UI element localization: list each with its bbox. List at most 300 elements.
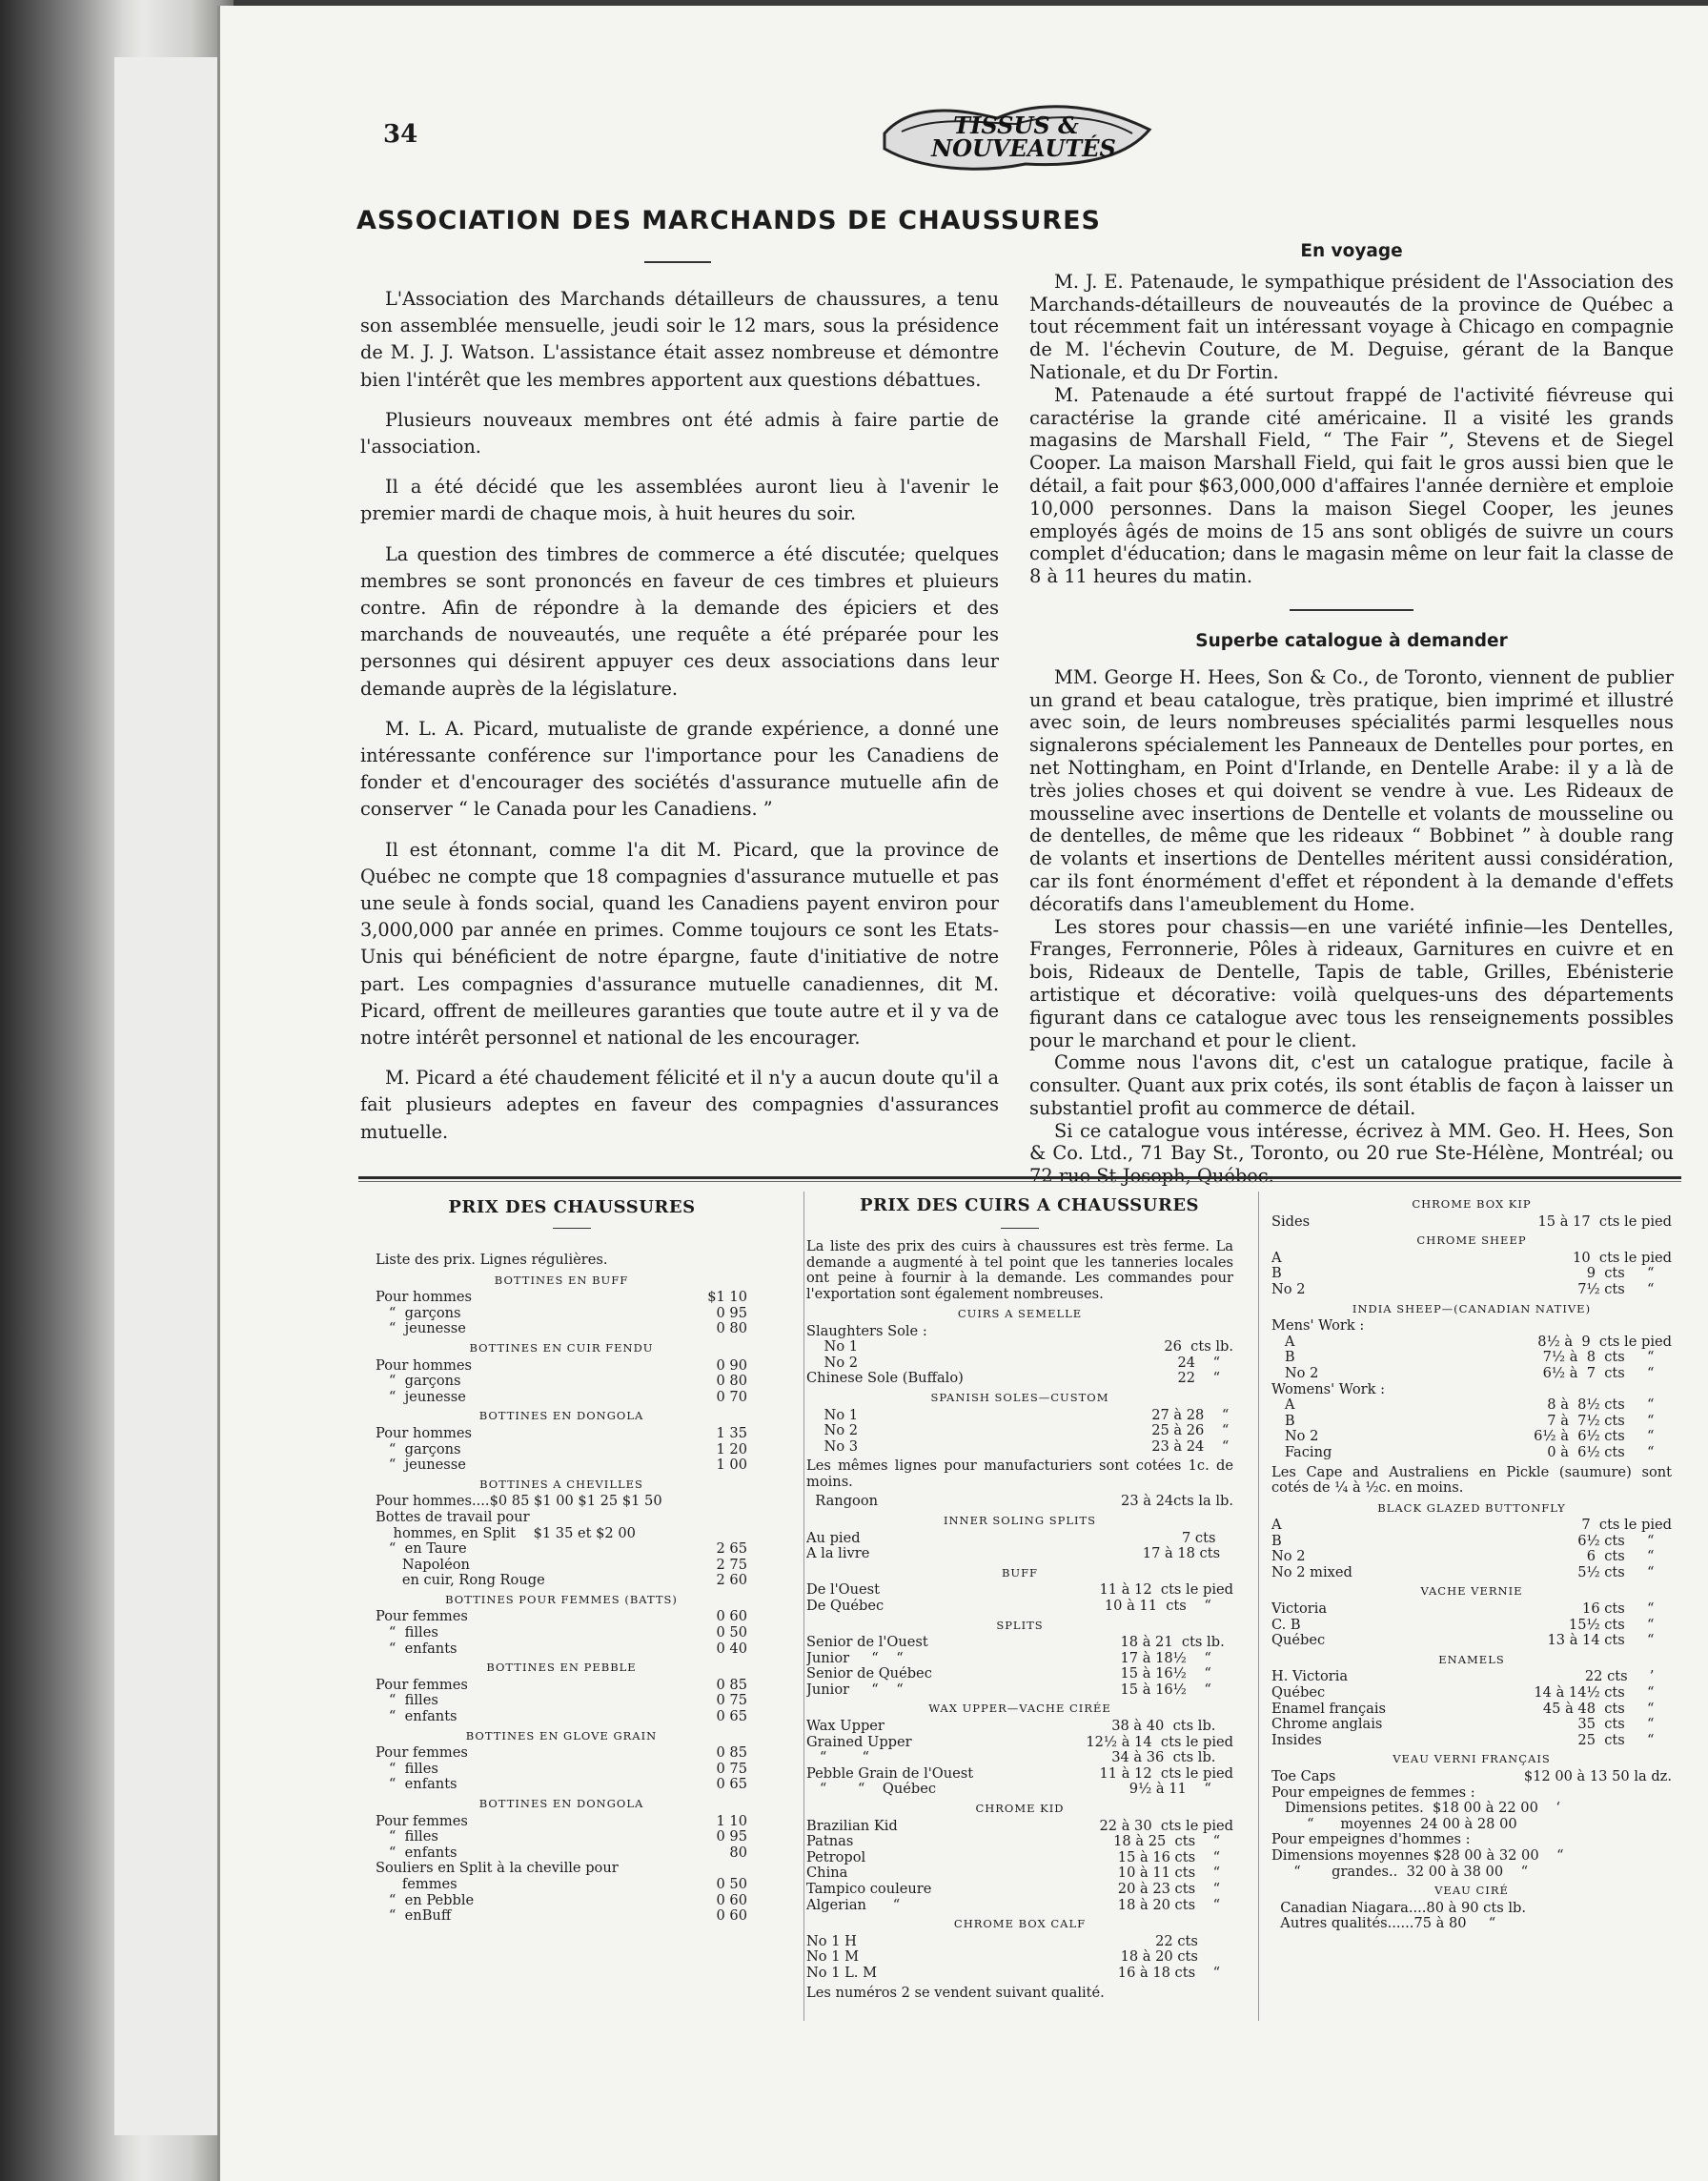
price-row (806, 1408, 1233, 1424)
price-subheading: CHROME SHEEP (1416, 1233, 1527, 1248)
price-item-label: Slaughters Sole : (806, 1323, 927, 1339)
price-item-label: No 2 (1271, 1549, 1306, 1565)
price-item-label: A (1271, 1250, 1282, 1266)
price-item-label: No 2 (806, 1355, 859, 1371)
price-subheading: VEAU CIRÉ (1434, 1884, 1509, 1898)
price-item-label: No 2 (806, 1423, 859, 1439)
small-divider (553, 1228, 591, 1229)
price-item-label: Patnas (806, 1834, 854, 1850)
price-item-label: “ enfants (376, 1777, 458, 1793)
voyage-paragraph: M. J. E. Patenaude, le sympathique président de l'Association des Marchands-détailleurs de nouveautés de la province de Québec a tout récemment fait un intéressant voyage à Chicago en compagnie de M. l'échevin Couture, de M. Deguise, gérant de la Banque Nationale, et du Dr Fortin. (1029, 270, 1674, 383)
price-value: 22 cts (1155, 1932, 1233, 1949)
price-row (1271, 1848, 1672, 1865)
price-item-label: Canadian Niagara....80 à 90 cts lb. (1271, 1900, 1526, 1916)
price-row (1271, 1817, 1672, 1833)
price-value: 7 cts le pied (1581, 1517, 1672, 1534)
price-item-label: Senior de Québec (806, 1666, 932, 1682)
price-row (806, 1766, 1233, 1783)
price-row (806, 1782, 1233, 1798)
price-row (806, 1934, 1233, 1950)
price-value: 16 à 18 cts “ (1117, 1964, 1233, 1981)
price-row (376, 1877, 747, 1893)
price-row (376, 1494, 747, 1510)
price-item-label: A (1271, 1334, 1295, 1350)
price-subheading: BLACK GLAZED BUTTONFLY (1377, 1500, 1566, 1515)
price-value: 22 “ (1177, 1370, 1233, 1387)
price-item-label: “ moyennes 24 00 à 28 00 (1271, 1816, 1517, 1832)
price-row (376, 1861, 747, 1877)
price-row (376, 1745, 747, 1762)
price-line: Les numéros 2 se vendent suivant qualité. (806, 1984, 1105, 2001)
price-value: $12 00 à 13 50 la dz. (1523, 1768, 1672, 1784)
price-value: 0 85 (716, 1676, 747, 1693)
price-item-label: A (1271, 1397, 1295, 1414)
price-row (376, 1306, 747, 1322)
price-item-label: Napoléon (376, 1557, 470, 1573)
price-value: 18 à 21 cts lb. (1120, 1634, 1233, 1651)
price-item-label: en cuir, Rong Rouge (376, 1573, 545, 1589)
price-item-label: De l'Ouest (806, 1582, 881, 1599)
catalogue-paragraph: Comme nous l'avons dit, c'est un catalogue pratique, facile à consulter. Quant aux prix cotés, ils sont établis de façon à laisser un substantiel profit au commerce de détail. (1029, 1051, 1674, 1119)
price-item-label: “ garçons (376, 1305, 461, 1321)
price-subheading: CHROME BOX KIP (1412, 1197, 1532, 1211)
price-value: 6½ à 6½ cts “ (1534, 1428, 1672, 1445)
catalogue-paragraph: Les stores pour chassis—en une variété infinie—les Dentelles, Franges, Ferronnerie, Pôles à rideaux, Garnitures en cuivre et en bois, Rideaux de Dentelle, Tapis de table, Grilles, Ebénisterie artistique et décorative: voilà quelques-uns des départements figurant dans ce catalogue avec tous les renseignements possibles pour le marchand et pour le client. (1029, 915, 1674, 1051)
price-item-label: Dimensions moyennes $28 00 à 32 00 “ (1271, 1847, 1564, 1864)
price-value: 0 85 (716, 1744, 747, 1762)
price-row (806, 1966, 1233, 1982)
price-value: 20 à 23 cts “ (1117, 1881, 1233, 1897)
price-value: 23 à 24cts la lb. (1121, 1493, 1233, 1510)
price-item-label: Au pied (806, 1530, 861, 1546)
price-row (1271, 1414, 1672, 1430)
price-value: 0 60 (716, 1907, 747, 1925)
price-item-label: B (1271, 1350, 1295, 1366)
price-row (806, 1635, 1233, 1651)
catalogue-paragraph: MM. George H. Hees, Son & Co., de Toronto, viennent de publier un grand et beau catalogue, très pratique, bien imprimé et illustré avec soin, de leurs nombreuses spécialités parmi lesquelles nous signalerons spécialement les Panneaux de Dentelles pour portes, en net Nottingham, en Point d'Irlande, en Dentelle Arabe: il y a là de très jolies choses et qui doivent se vendre à vue. Les Rideaux de mousseline avec insertions de Dentelle et volants de mousseline ou de dentelles, de même que les rideaux “ Bobbinet ” à double rang de volants et insertions de Dentelles méritent aussi considération, car ils font énormément d'effet et répondent à la demande d'effets décoratifs dans l'ameublement du Home. (1029, 665, 1674, 915)
price-row (806, 1439, 1233, 1456)
price-row (806, 1719, 1233, 1735)
price-value: 15½ cts “ (1568, 1616, 1672, 1633)
price-row (1271, 1633, 1672, 1649)
price-value: 0 75 (716, 1692, 747, 1709)
price-value: 15 à 17 cts le pied (1537, 1213, 1672, 1230)
price-subheading: BUFF (1001, 1565, 1039, 1580)
price-row (376, 1777, 747, 1793)
price-row (376, 1693, 747, 1709)
price-value: 1 35 (716, 1424, 747, 1441)
price-item-label: Pour empeignes de femmes : (1271, 1784, 1475, 1801)
price-item-label: Pour hommes....$0 85 $1 00 $1 25 $1 50 (376, 1494, 662, 1510)
price-row (1271, 1685, 1672, 1702)
price-item-label: China (806, 1865, 848, 1882)
price-row (376, 1845, 747, 1862)
price-subheading: WAX UPPER—VACHE CIRÉE (928, 1702, 1111, 1716)
price-value: 9½ à 11 “ (1128, 1781, 1233, 1798)
price-row (1271, 1832, 1672, 1848)
price-value: 7 cts (1181, 1529, 1233, 1546)
price-value: 15 à 16½ “ (1120, 1681, 1233, 1698)
price-item-label: Insides (1271, 1732, 1322, 1748)
price-item-label: Chrome anglais (1271, 1717, 1383, 1733)
price-value: 0 95 (716, 1304, 747, 1321)
price-item-label: C. B (1271, 1617, 1301, 1633)
article-paragraph: La question des timbres de commerce a été discutée; quelques membres se sont prononcés en faveur de ces timbres et pluieurs contre. Afin de répondre à la demande des épiciers et des marchands de nouveautés, une requête a été préparée pour les personnes qui désirent appuyer ces deux associations dans leur demande auprès de la législature. (360, 542, 999, 700)
price-row (376, 1762, 747, 1778)
price-row (376, 1290, 747, 1306)
price-subheading: SPANISH SOLES—CUSTOM (930, 1390, 1109, 1404)
price-row (806, 1750, 1233, 1766)
price-item-label: Toe Caps (1271, 1769, 1336, 1784)
price-value: 27 à 28 “ (1151, 1406, 1233, 1423)
price-item-label: Rangoon (806, 1494, 879, 1510)
price-row (376, 1358, 747, 1375)
svg-text:NOUVEAUTÉS: NOUVEAUTÉS (931, 134, 1116, 162)
price-row (806, 1651, 1233, 1667)
price-value: 0 50 (716, 1875, 747, 1892)
price-row (1271, 1445, 1672, 1461)
price-row (376, 1457, 747, 1474)
prix-cuirs-title: PRIX DES CUIRS A CHAUSSURES (859, 1195, 1200, 1215)
price-row (1271, 1266, 1672, 1282)
price-row (376, 1678, 747, 1694)
price-value: 45 à 48 cts “ (1542, 1700, 1672, 1717)
price-value: 17 à 18½ “ (1120, 1649, 1233, 1666)
price-row (1271, 1518, 1672, 1534)
title-divider (644, 261, 711, 263)
price-row (806, 1423, 1233, 1439)
price-subheading: VACHE VERNIE (1420, 1584, 1523, 1599)
price-row (806, 1819, 1233, 1835)
price-row (806, 1339, 1233, 1355)
price-value: 26 cts lb. (1164, 1338, 1233, 1355)
price-item-label: Algerian “ (806, 1897, 901, 1913)
price-item-label: No 1 (806, 1407, 859, 1423)
voyage-paragraph: M. Patenaude a été surtout frappé de l'activité fiévreuse qui caractérise la grande cité américaine. Il a visité les grands magasins de Marshall Field, “ The Fair ”, Stevens et de Siegel Cooper. La maison Marshall Field, qui fait le gros aussi bien que le détail, a fait pour $63,000,000 d'affaires l'année dernière et emploie 10,000 personnes. Dans la maison Siegel Cooper, les jeunes employés âgés de moins de 15 ans sont obligés de suivre un cours complet d'éducation; dans le magasin même on leur fait la classe de 8 à 11 heures du matin. (1029, 383, 1674, 588)
price-row (806, 1666, 1233, 1682)
price-item-label: “ garçons (376, 1441, 461, 1457)
price-value: 0 65 (716, 1776, 747, 1793)
price-item-label: “ enfants (376, 1641, 458, 1657)
price-item-label: Pour hommes (376, 1425, 473, 1441)
price-row (1271, 1549, 1672, 1565)
price-item-label: Womens' Work : (1271, 1381, 1385, 1397)
price-item-label: Brazilian Kid (806, 1818, 898, 1834)
price-value: 18 à 20 cts (1120, 1948, 1233, 1966)
price-item-label: A (1271, 1518, 1282, 1534)
article-paragraph: L'Association des Marchands détailleurs de chaussures, a tenu son assemblée mensuelle, jeudi soir le 12 mars, sous la présidence de M. J. J. Watson. L'assistance était assez nombreuse et démontre bien l'intérêt que les membres apportent aux questions débattues. (360, 288, 999, 391)
price-value: 0 40 (716, 1640, 747, 1657)
price-item-label: Victoria (1271, 1601, 1328, 1618)
price-row (806, 1546, 1233, 1562)
price-item-label: Enamel français (1271, 1701, 1387, 1717)
price-row (376, 1609, 747, 1625)
price-row (1271, 1335, 1672, 1351)
price-row (376, 1641, 747, 1658)
price-row (806, 1898, 1233, 1914)
article-paragraph: Il est étonnant, comme l'a dit M. Picard, que la province de Québec ne compte que 18 compagnies d'assurance mutuelle et pas une seule à fonds social, quand les Canadiens payent environ pour 3,000,000 par année en primes. Comme toujours ce sont les Etats-Unis qui bénéficient de notre épargne, faute d'initiative de notre part. Les compagnies d'assurance mutuelle canadiennes, dit M. Picard, offrent de meilleures garanties que toute autre et il y va de notre intérêt personnel et national de les encourager. (360, 838, 999, 1050)
price-item-label: Sides (1271, 1213, 1311, 1230)
price-value: 14 à 14½ cts “ (1534, 1684, 1672, 1702)
price-value: 25 cts “ (1577, 1731, 1672, 1748)
price-value: 15 à 16½ “ (1120, 1665, 1233, 1682)
right-column (1029, 240, 1674, 1188)
price-row (806, 1599, 1233, 1615)
price-row (1271, 1801, 1672, 1817)
price-item-label: Grained Upper (806, 1734, 912, 1750)
article-paragraph: M. Picard a été chaudement félicité et il n'y a aucun doute qu'il a fait plusieurs adeptes en faveur des compagnies d'assurances mutuelle. (360, 1067, 999, 1143)
price-item-label: No 1 H (806, 1933, 857, 1949)
price-row (1271, 1717, 1672, 1733)
price-item-label: No 2 (1271, 1429, 1319, 1445)
page-number: 34 (383, 120, 418, 149)
price-value: 18 à 20 cts “ (1117, 1896, 1233, 1913)
price-note: La liste des prix des cuirs à chaussures est très ferme. La demande a augmenté à tel point que les tanneries locales ont peine à fournir à la demande. Les commandes pour l'exportation sont également nombreuses. (806, 1238, 1233, 1302)
price-value: 0 à 6½ cts “ (1547, 1443, 1672, 1460)
prix-cuirs-table (806, 1235, 1233, 2005)
price-row (1271, 1318, 1672, 1335)
price-value: 0 90 (716, 1356, 747, 1374)
price-item-label: Tampico couleure (806, 1882, 932, 1897)
price-row (1271, 1901, 1672, 1917)
price-row (1271, 1282, 1672, 1298)
price-row (376, 1709, 747, 1725)
column-divider (803, 1192, 804, 2021)
price-value: 9 cts “ (1586, 1265, 1672, 1282)
price-item-label: No 1 (806, 1339, 859, 1355)
price-row (1271, 1769, 1672, 1785)
price-item-label: Pour femmes (376, 1813, 468, 1829)
price-item-label: “ en Pebble (376, 1892, 475, 1908)
price-row (806, 1865, 1233, 1882)
price-row (806, 1494, 1233, 1510)
price-subheading: CUIRS A SEMELLE (957, 1307, 1083, 1320)
price-value: 8 à 8½ cts “ (1547, 1396, 1672, 1414)
price-item-label: B (1271, 1533, 1282, 1549)
price-row (806, 1850, 1233, 1866)
price-row (1271, 1702, 1672, 1718)
price-row (376, 1426, 747, 1442)
price-item-label: Autres qualités......75 à 80 “ (1271, 1916, 1496, 1932)
price-item-label: Petropol (806, 1849, 866, 1865)
price-row (806, 1882, 1233, 1898)
price-value: 80 (729, 1844, 747, 1861)
price-subheading: BOTTINES EN CUIR FENDU (469, 1340, 654, 1355)
price-row (806, 1682, 1233, 1699)
price-row (376, 1625, 747, 1641)
price-item-label: Pour hommes (376, 1290, 473, 1306)
price-note: Les Cape and Australiens en Pickle (saumure) sont cotés de ¼ à ½c. en moins. (1271, 1463, 1672, 1496)
price-value: 2 65 (716, 1540, 747, 1558)
price-row (1271, 1618, 1672, 1634)
price-item-label: Pour femmes (376, 1745, 468, 1762)
article-paragraph: M. L. A. Picard, mutualiste de grande expérience, a donné une intéressante conférence sur l'importance pour les Canadiens de fonder et d'encourager des sociétés d'assurance mutuelle afin de conserver “ le Canada pour les Canadiens. ” (360, 717, 999, 821)
price-row (806, 1371, 1233, 1387)
price-row (1271, 1669, 1672, 1685)
price-item-label: No 1 L. M (806, 1965, 878, 1981)
price-row (376, 1558, 747, 1574)
price-item-label: “ garçons (376, 1374, 461, 1390)
article-title: ASSOCIATION DES MARCHANDS DE CHAUSSURES (356, 206, 1101, 235)
price-value: 12½ à 14 cts le pied (1086, 1733, 1233, 1750)
price-subheading: CHROME BOX CALF (953, 1917, 1087, 1931)
price-item-label: Souliers en Split à la cheville pour (376, 1861, 619, 1877)
price-item-label: Mens' Work : (1271, 1318, 1365, 1335)
price-row (1271, 1601, 1672, 1618)
price-row (1271, 1916, 1672, 1932)
price-row (1271, 1397, 1672, 1414)
article-paragraph: Il a été décidé que les assemblées auront lieu à l'avenir le premier mardi de chaque mois, à huit heures du soir. (360, 476, 999, 525)
price-row (376, 1510, 747, 1526)
price-item-label: Bottes de travail pour (376, 1509, 530, 1525)
price-value: 18 à 25 cts “ (1113, 1833, 1233, 1850)
price-value: 25 à 26 “ (1151, 1422, 1233, 1439)
price-value: 10 à 11 cts “ (1104, 1597, 1233, 1614)
price-subheading: BOTTINES EN DONGOLA (478, 1409, 644, 1423)
price-item-label: “ filles (376, 1693, 438, 1709)
price-item-label: De Québec (806, 1598, 884, 1614)
price-value: 0 80 (716, 1373, 747, 1390)
price-row (1271, 1565, 1672, 1581)
magazine-logo (873, 95, 1159, 181)
price-row (806, 1355, 1233, 1372)
price-item-label: “ filles (376, 1829, 438, 1845)
price-value: 34 à 36 cts lb. (1111, 1749, 1233, 1766)
price-value: 10 à 11 cts “ (1117, 1865, 1233, 1882)
catalogue-title: Superbe catalogue à demander (1195, 630, 1508, 651)
price-subheading: BOTTINES EN GLOVE GRAIN (465, 1728, 658, 1743)
price-row (806, 1834, 1233, 1850)
price-item-label: femmes (376, 1876, 458, 1892)
price-value: 11 à 12 cts le pied (1099, 1581, 1233, 1599)
price-row (376, 1541, 747, 1558)
article-paragraph: Plusieurs nouveaux membres ont été admis à faire partie de l'association. (360, 408, 999, 459)
price-row (376, 1390, 747, 1406)
price-item-label: Québec (1271, 1685, 1326, 1702)
price-value: 0 80 (716, 1320, 747, 1337)
price-row (1271, 1865, 1672, 1881)
price-item-label: H. Victoria (1271, 1669, 1349, 1685)
price-value: 8½ à 9 cts le pied (1537, 1333, 1672, 1350)
price-row (376, 1814, 747, 1830)
price-item-label: No 2 (1271, 1365, 1319, 1381)
price-value: 7½ à 8 cts “ (1542, 1349, 1672, 1366)
price-item-label: B (1271, 1266, 1282, 1282)
price-subheading: BOTTINES EN BUFF (494, 1273, 629, 1287)
price-value: 0 60 (716, 1608, 747, 1625)
price-row (376, 1573, 747, 1589)
price-value: 13 à 14 cts “ (1547, 1632, 1672, 1649)
price-row (1271, 1251, 1672, 1267)
price-item-label: Facing (1271, 1444, 1332, 1460)
price-item-label: Senior de l'Ouest (806, 1635, 928, 1651)
price-item-label: “ “ (806, 1750, 869, 1766)
price-section-rule-thin (358, 1181, 1681, 1182)
price-item-label: B (1271, 1413, 1295, 1429)
price-value: 38 à 40 cts lb. (1111, 1718, 1233, 1735)
price-item-label: hommes, en Split $1 35 et $2 00 (376, 1525, 636, 1541)
price-item-label: Dimensions petites. $18 00 à 22 00 ‘ (1271, 1801, 1561, 1817)
price-subheading: ENAMELS (1438, 1652, 1505, 1666)
price-item-label: Junior “ “ (806, 1682, 904, 1698)
prix-chrome-table (1271, 1193, 1672, 1932)
price-row (806, 1324, 1233, 1340)
price-row (376, 1374, 747, 1390)
price-row (806, 1949, 1233, 1966)
price-value: 5½ cts “ (1577, 1563, 1672, 1580)
price-value: 16 cts “ (1582, 1600, 1672, 1618)
price-item-label: No 2 (1271, 1281, 1306, 1297)
price-subheading: SPLITS (996, 1618, 1044, 1632)
price-item-label: “ enfants (376, 1709, 458, 1725)
column-divider (1258, 1192, 1259, 2021)
price-section-rule (358, 1176, 1681, 1179)
price-subheading: VEAU VERNI FRANÇAIS (1393, 1752, 1551, 1766)
catalogue-paragraph: Si ce catalogue vous intéresse, écrivez à MM. Geo. H. Hees, Son & Co. Ltd., 71 Bay St., Toronto, ou 20 rue Ste-Hélène, Montréal; ou (1029, 1119, 1674, 1165)
price-item-label: A la livre (806, 1546, 870, 1562)
price-item-label: “ grandes.. 32 00 à 38 00 “ (1271, 1864, 1529, 1880)
price-item-label: “ jeunesse (376, 1321, 466, 1337)
price-value: 0 75 (716, 1760, 747, 1777)
price-item-label: “ jeunesse (376, 1389, 466, 1405)
price-item-label: Pour empeignes d'hommes : (1271, 1832, 1471, 1848)
price-value: 6½ cts “ (1577, 1532, 1672, 1549)
article-body (360, 286, 999, 1159)
price-item-label: No 1 M (806, 1949, 860, 1966)
price-item-label: Québec (1271, 1633, 1326, 1649)
price-row (376, 1893, 747, 1909)
price-subheading: BOTTINES A CHEVILLES (479, 1477, 643, 1491)
price-value: 17 à 18 cts (1142, 1545, 1233, 1562)
prix-chaussures-title: PRIX DES CHAUSSURES (448, 1197, 696, 1217)
price-value: 24 “ (1177, 1354, 1233, 1371)
price-value: 0 65 (716, 1708, 747, 1725)
price-subheading: CHROME KID (975, 1802, 1065, 1816)
price-value: 15 à 16 cts “ (1117, 1848, 1233, 1865)
price-row (376, 1908, 747, 1925)
price-subheading: INNER SOLING SPLITS (943, 1513, 1097, 1527)
price-value: 23 à 24 “ (1151, 1437, 1233, 1455)
price-subheading: INDIA SHEEP—(CANADIAN NATIVE) (1352, 1301, 1592, 1315)
price-item-label: Wax Upper (806, 1719, 884, 1735)
price-row (806, 1531, 1233, 1547)
price-value: 7 à 7½ cts “ (1547, 1412, 1672, 1429)
prix-chaussures-table (376, 1249, 747, 1925)
price-item-label: Pour femmes (376, 1677, 468, 1693)
price-item-label: “ filles (376, 1761, 438, 1777)
price-value: 2 60 (716, 1572, 747, 1589)
price-item-label: “ “ Québec (806, 1782, 937, 1798)
price-row (1271, 1429, 1672, 1445)
price-row (806, 1582, 1233, 1599)
price-item-label: Pour hommes (376, 1357, 473, 1374)
price-subheading: BOTTINES EN PEBBLE (486, 1661, 637, 1675)
price-row (806, 1735, 1233, 1751)
price-item-label: “ enfants (376, 1845, 458, 1861)
price-subheading: BOTTINES EN DONGOLA (478, 1797, 644, 1810)
price-value: 1 10 (716, 1812, 747, 1829)
small-divider (1001, 1228, 1039, 1229)
section-divider (1290, 609, 1413, 611)
price-value: 11 à 12 cts le pied (1099, 1764, 1233, 1782)
price-value: 6 cts “ (1586, 1548, 1672, 1565)
price-value: 10 cts le pied (1573, 1249, 1672, 1266)
price-item-label: “ filles (376, 1625, 438, 1641)
price-row (1271, 1785, 1672, 1802)
price-value: 1 00 (716, 1457, 747, 1474)
price-value: 35 cts “ (1577, 1716, 1672, 1733)
price-item-label: Pebble Grain de l'Ouest (806, 1765, 974, 1782)
